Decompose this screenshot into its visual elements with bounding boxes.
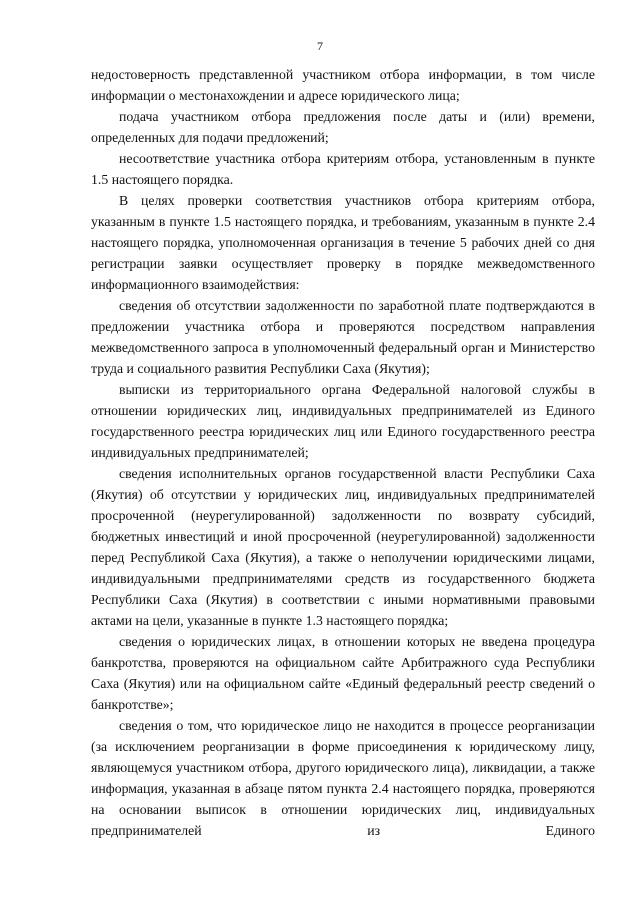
paragraph-3: несоответствие участника отбора критериям отбора, установленным в пункте 1.5 настоящего порядка. (91, 151, 595, 187)
page-number: 7 (317, 39, 323, 53)
paragraph-5: сведения об отсутствии задолженности по заработной плате подтверждаются в предложении участника отбора и проверяются посредством направления межведомственного запроса в уполномоченный федеральный орган и Министерство труда и социального развития Республики Саха (Якутия); (91, 298, 595, 376)
paragraph-9: сведения о том, что юридическое лицо не находится в процессе реорганизации (за исключением реорганизации в форме присоединения к юридическому лицу, являющемуся участником отбора, другого юридического лица), ликвидации, а также информация, указанная в абзаце пятом пункта 2.4 настоящего порядка, проверяются на основании выписок в отношении юридических лиц, индивидуальных предпринимателей из Единого (91, 718, 595, 838)
paragraph-4: В целях проверки соответствия участников отбора критериям отбора, указанным в пункте 1.5 настоящего порядка, и требованиям, указанным в пункте 2.4 настоящего порядка, уполномоченная организация в течение 5 рабочих дней со дня регистрации заявки осуществляет проверку в порядке межведомственного информационного взаимодействия: (91, 193, 595, 292)
paragraph-7: сведения исполнительных органов государственной власти Республики Саха (Якутия) об отсутствии у юридических лиц, индивидуальных предпринимателей просроченной (неурегулированной) задолженности по возврату субсидий, бюджетных инвестиций и иной просроченной (неурегулированной) задолженности перед Республикой Саха (Якутия), а также о неполучении юридическими лицами, индивидуальными предпринимателями средств из государственного бюджета Республики Саха (Якутия) в соответствии с иными нормативными правовыми актами на цели, указанные в пункте 1.3 настоящего порядка; (91, 466, 595, 628)
paragraph-1: недостоверность представленной участником отбора информации, в том числе информации о местонахождении и адресе юридического лица; (91, 67, 595, 103)
paragraph-8: сведения о юридических лицах, в отношении которых не введена процедура банкротства, проверяются на официальном сайте Арбитражного суда Республики Саха (Якутия) или на официальном сайте «Единый федеральный реестр сведений о банкротстве»; (91, 634, 595, 712)
paragraph-2: подача участником отбора предложения после даты и (или) времени, определенных для подачи предложений; (91, 109, 595, 145)
document-body (91, 64, 595, 841)
paragraph-6: выписки из территориального органа Федеральной налоговой службы в отношении юридических лиц, индивидуальных предпринимателей из Единого государственного реестра юридических лиц или Единого государственного реестра индивидуальных предпринимателей; (91, 382, 595, 460)
